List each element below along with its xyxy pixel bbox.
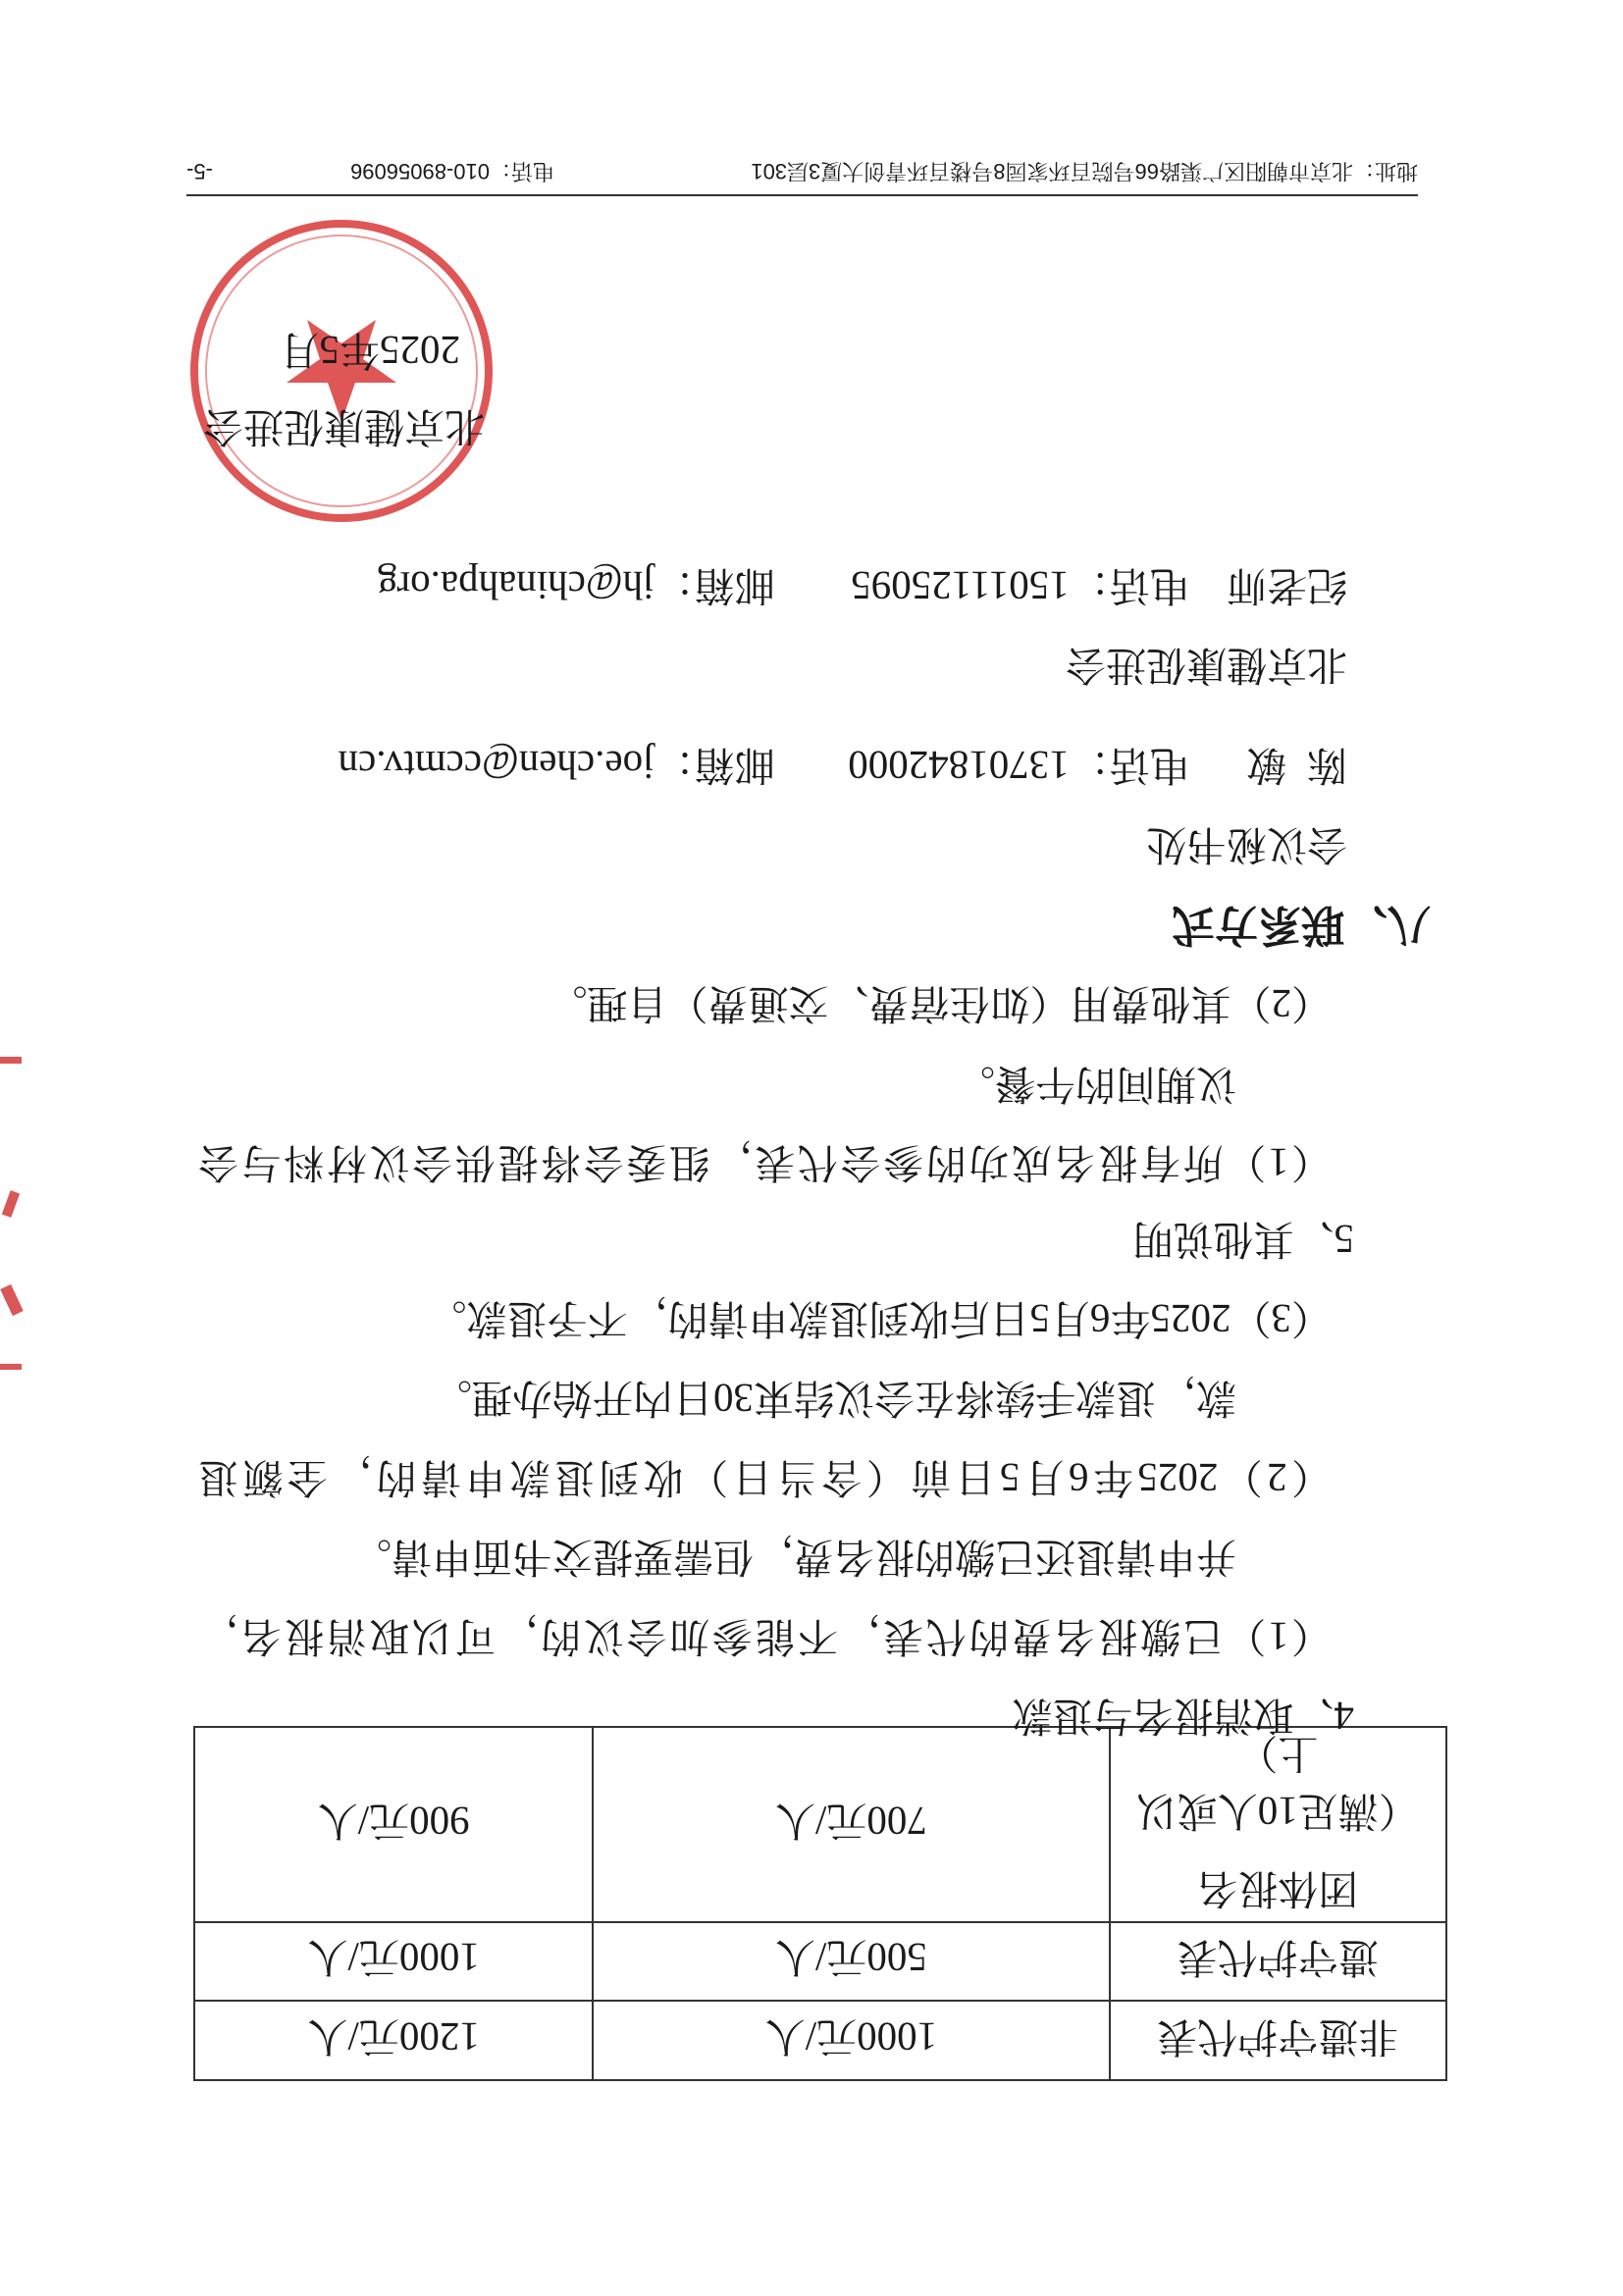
fee-table	[193, 1726, 1447, 2081]
page-number: -5-	[186, 159, 213, 183]
footer-phone: 电话：010-89056096	[350, 159, 554, 183]
signature-org: 北京健康促进会	[203, 404, 485, 449]
table-cell: 1200元/人	[194, 2001, 593, 2080]
email-label: 邮箱：	[654, 743, 775, 788]
footer-address: 地址：北京市朝阳区广渠路66号院百环家园8号楼百环青创大厦3层301	[751, 159, 1418, 183]
paragraph-line: （1）已缴报名费的代表，不能参加会议的，可以取消报名，	[198, 1614, 1332, 1659]
scan-mark	[2, 1190, 20, 1218]
paragraph-line: （1）所有报名成功的参会代表，组委会将提供会议材料与会	[198, 1140, 1332, 1185]
paragraph-line: 议期间的午餐。	[955, 1062, 1236, 1107]
table-cell: 500元/人	[593, 1922, 1109, 2001]
table-cell: 900元/人	[194, 1727, 593, 1922]
scan-mark	[0, 1284, 24, 1316]
scan-mark	[0, 1057, 22, 1064]
contact-name: 纪老师	[1227, 563, 1347, 608]
table-row	[194, 1922, 1446, 2001]
scan-mark	[0, 1364, 22, 1370]
table-cell: 1000元/人	[194, 1922, 593, 2001]
email-label: 邮箱：	[654, 563, 775, 608]
contact-org: 北京健康促进会	[1066, 643, 1347, 688]
email-address: jh@chinahpa.org	[377, 563, 654, 608]
contact-line	[339, 741, 1347, 790]
signature-date: 2025年5月	[279, 328, 460, 373]
table-cell: 遗守护代表	[1110, 1922, 1446, 2001]
table-cell: 700元/人	[593, 1727, 1109, 1922]
group-label: 团体报名	[1197, 1866, 1359, 1911]
paragraph-line: （3）2025年6月5日后收到退款申请的，不予退款。	[426, 1296, 1332, 1341]
table-row	[194, 1727, 1446, 1922]
footer	[186, 155, 1418, 186]
section4-heading: 4、取消报名与退款	[1012, 1694, 1354, 1739]
phone-number: 13701842000	[848, 743, 1070, 788]
table-cell: 非遗守护代表	[1110, 2001, 1446, 2080]
table-cell	[1110, 1727, 1446, 1922]
contact-org: 会议秘书处	[1146, 822, 1347, 867]
paragraph-line: （2）其他费用（如住宿费、交通费）自理。	[547, 981, 1332, 1026]
phone-number: 15011125095	[851, 563, 1070, 608]
phone-label: 电话：	[1069, 563, 1190, 608]
email-address: joe.chen@ccmtv.cn	[338, 743, 654, 788]
section5-heading: 5、其他说明	[1132, 1217, 1354, 1262]
table-cell: 1000元/人	[593, 2001, 1109, 2080]
paragraph-line: 并申请退还已缴的报名费，但需要提交书面申请。	[351, 1535, 1236, 1580]
phone-label: 电话：	[1069, 743, 1190, 788]
contact-name: 陈 敏	[1246, 743, 1347, 788]
group-note: （满足10人或以上）	[1136, 1731, 1419, 1834]
table-row	[194, 2001, 1446, 2080]
contact-line	[378, 561, 1347, 610]
paragraph-line: （2）2025年6月5日前（含当日）收到退款申请的，全额退	[198, 1455, 1332, 1500]
section8-heading: 八、联系方式	[1172, 901, 1431, 949]
footer-divider	[186, 194, 1418, 196]
paragraph-line: 款，退款手续将在会议结束30日内开始办理。	[432, 1376, 1236, 1421]
